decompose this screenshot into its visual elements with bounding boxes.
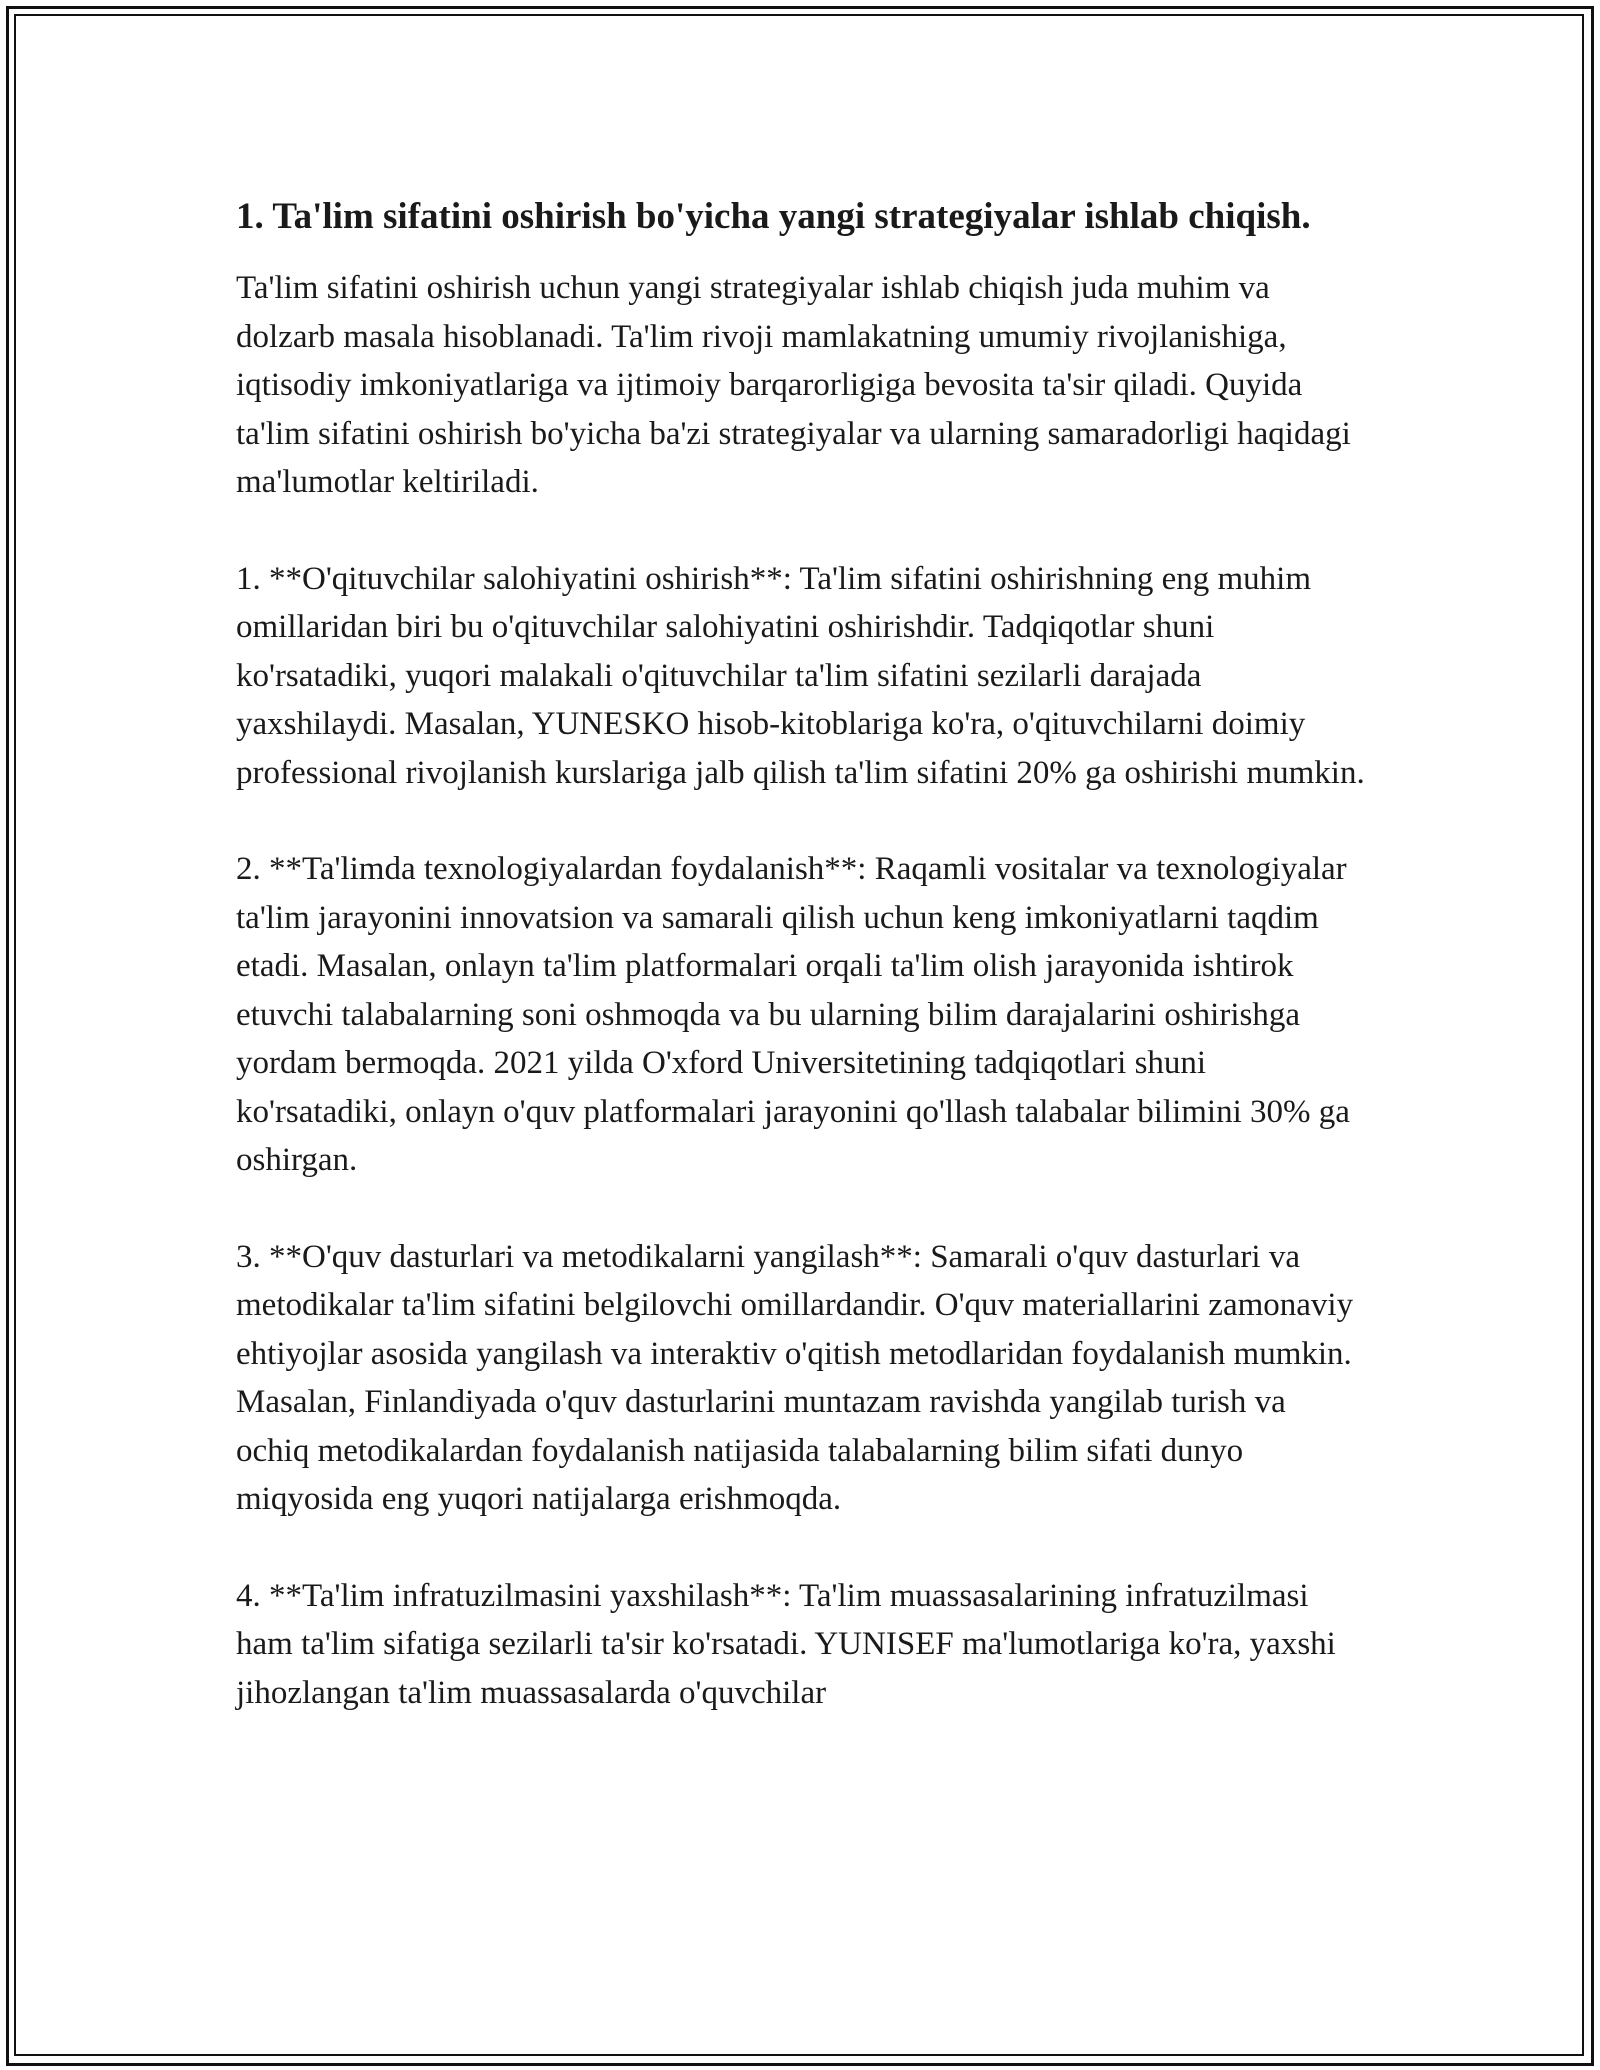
- strategy-paragraph-3: 3. **O'quv dasturlari va metodikalarni yangilash**: Samarali o'quv dasturlari va metodikalar ta'lim sifatini belgilovchi omillardandir. O'quv materiallarini zamonaviy ehtiyojlar asosida yangilash va interaktiv o'qitish metodlaridan foydalanish mumkin. Masalan, Finlandiyada o'quv dasturlarini muntazam ravishda yangilab turish va ochiq metodikalardan foydalanish natijasida talabalarning bilim sifati dunyo miqyosida eng yuqori natijalarga erishmoqda.: [236, 1238, 1354, 1517]
- intro-paragraph: Ta'lim sifatini oshirish uchun yangi strategiyalar ishlab chiqish juda muhim va dolzarb masala hisoblanadi. Ta'lim rivoji mamlakatning umumiy rivojlanishiga, iqtisodiy imkoniyatlariga va ijtimoiy barqarorligiga bevosita ta'sir qiladi. Quyida ta'lim sifatini oshirish bo'yicha ba'zi strategiyalar va ularning samaradorligi haqidagi ma'lumotlar keltiriladi.: [236, 270, 1351, 500]
- strategy-paragraph-4: 4. **Ta'lim infratuzilmasini yaxshilash**: Ta'lim muassasalarining infratuzilmasi ham ta'lim sifatiga sezilarli ta'sir ko'rsatadi. YUNISEF ma'lumotlariga ko'ra, yaxshi jihozlangan ta'lim muassasalarda o'quvchilar: [236, 1577, 1336, 1711]
- strategy-paragraph-2: 2. **Ta'limda texnologiyalardan foydalanish**: Raqamli vositalar va texnologiyalar ta'lim jarayonini innovatsion va samarali qilish uchun keng imkoniyatlarni taqdim etadi. Masalan, onlayn ta'lim platformalari orqali ta'lim olish jarayonida ishtirok etuvchi talabalarning soni oshmoqda va bu ularning bilim darajalarini oshirishga yordam bermoqda. 2021 yilda O'xford Universitetining tadqiqotlari shuni ko'rsatadiki, onlayn o'quv platformalari jarayonini qo'llash talabalar bilimini 30% ga oshirgan.: [236, 851, 1350, 1178]
- strategy-paragraph-1: 1. **O'qituvchilar salohiyatini oshirish**: Ta'lim sifatini oshirishning eng muhim omillaridan biri bu o'qituvchilar salohiyatini oshirishdir. Tadqiqotlar shuni ko'rsatadiki, yuqori malakali o'qituvchilar ta'lim sifatini sezilarli darajada yaxshilaydi. Masalan, YUNESKO hisob-kitoblariga ko'ra, o'qituvchilarni doimiy professional rivojlanish kurslariga jalb qilish ta'lim sifatini 20% ga oshirishi mumkin.: [236, 560, 1365, 791]
- document-heading: 1. Ta'lim sifatini oshirish bo'yicha yangi strategiyalar ishlab chiqish.: [236, 196, 1311, 237]
- document-body: [236, 190, 1366, 1765]
